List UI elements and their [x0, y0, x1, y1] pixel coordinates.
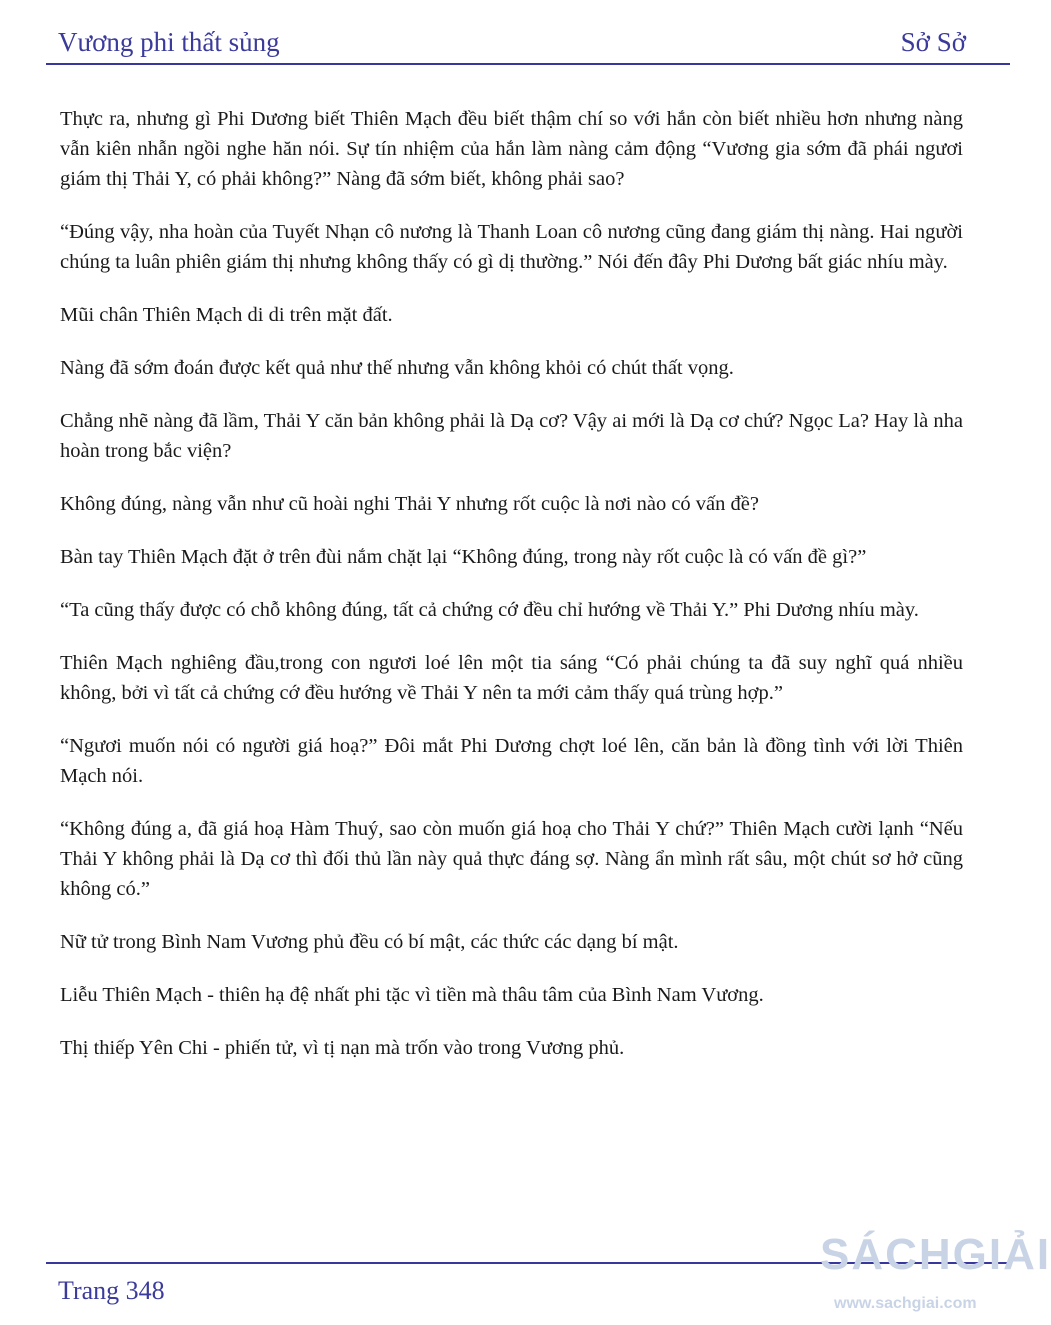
watermark-logo: SÁCHGIẢI — [820, 1230, 1051, 1279]
paragraph: Nàng đã sớm đoán được kết quả như thế nhưng vẫn không khỏi có chút thất vọng. — [60, 357, 734, 379]
paragraph: Không đúng, nàng vẫn như cũ hoài nghi Thải Y nhưng rốt cuộc là nơi nào có vấn đề? — [60, 493, 759, 515]
paragraph: Bàn tay Thiên Mạch đặt ở trên đùi nắm chặt lại “Không đúng, trong này rốt cuộc là có vấn đề gì?” — [60, 546, 867, 568]
paragraph: Thị thiếp Yên Chi - phiến tử, vì tị nạn mà trốn vào trong Vương phủ. — [60, 1037, 625, 1059]
book-title: Vương phi thất sủng — [58, 27, 280, 57]
page-body — [60, 104, 963, 1086]
page-number: Trang 348 — [58, 1276, 165, 1305]
paragraph: “Đúng vậy, nha hoàn của Tuyết Nhạn cô nương là Thanh Loan cô nương cũng đang giám thị nàng. Hai người chúng ta luân phiên giám thị nhưng không thấy có gì dị thường.” Nói đến đây Phi Dương bất giác nhíu mày. — [60, 221, 963, 273]
paragraph: Chẳng nhẽ nàng đã lầm, Thải Y căn bản không phải là Dạ cơ? Vậy ai mới là Dạ cơ chứ? Ngọc La? Hay là nha hoàn trong bắc viện? — [60, 410, 963, 462]
watermark — [806, 1222, 1051, 1322]
header-divider — [46, 63, 1010, 65]
paragraph: Thực ra, nhưng gì Phi Dương biết Thiên Mạch đều biết thậm chí so với hắn còn biết nhiều hơn nhưng nàng vẫn kiên nhẫn ngồi nghe hăn nói. Sự tín nhiệm của hắn làm nàng cảm động “Vương gia sớm đã phái ngươi giám thị Thải Y, có phải không?” Nàng đã sớm biết, không phải sao? — [60, 108, 963, 190]
paragraph: Liễu Thiên Mạch - thiên hạ đệ nhất phi tặc vì tiền mà thâu tâm của Bình Nam Vương. — [60, 984, 764, 1006]
paragraph: Mũi chân Thiên Mạch di di trên mặt đất. — [60, 304, 393, 326]
paragraph: “Ta cũng thấy được có chỗ không đúng, tất cả chứng cớ đều chỉ hướng về Thải Y.” Phi Dương nhíu mày. — [60, 599, 919, 621]
paragraph: Thiên Mạch nghiêng đầu,trong con ngươi loé lên một tia sáng “Có phải chúng ta đã suy nghĩ quá nhiều không, bởi vì tất cả chứng cớ đều hướng về Thải Y nên ta mới cảm thấy quá trùng hợp.” — [60, 652, 963, 704]
paragraph: Nữ tử trong Bình Nam Vương phủ đều có bí mật, các thức các dạng bí mật. — [60, 931, 679, 953]
page-header — [58, 24, 966, 64]
paragraph: “Không đúng a, đã giá hoạ Hàm Thuý, sao còn muốn giá hoạ cho Thải Y chứ?” Thiên Mạch cười lạnh “Nếu Thải Y không phải là Dạ cơ thì đối thủ lần này quả thực đáng sợ. Nàng ẩn mình rất sâu, một chút sơ hở cũng không có.” — [60, 818, 963, 900]
watermark-url: www.sachgiai.com — [834, 1295, 977, 1312]
book-author: Sở Sở — [900, 27, 966, 57]
paragraph: “Ngươi muốn nói có người giá hoạ?” Đôi mắt Phi Dương chợt loé lên, căn bản là đồng tình với lời Thiên Mạch nói. — [60, 735, 963, 787]
